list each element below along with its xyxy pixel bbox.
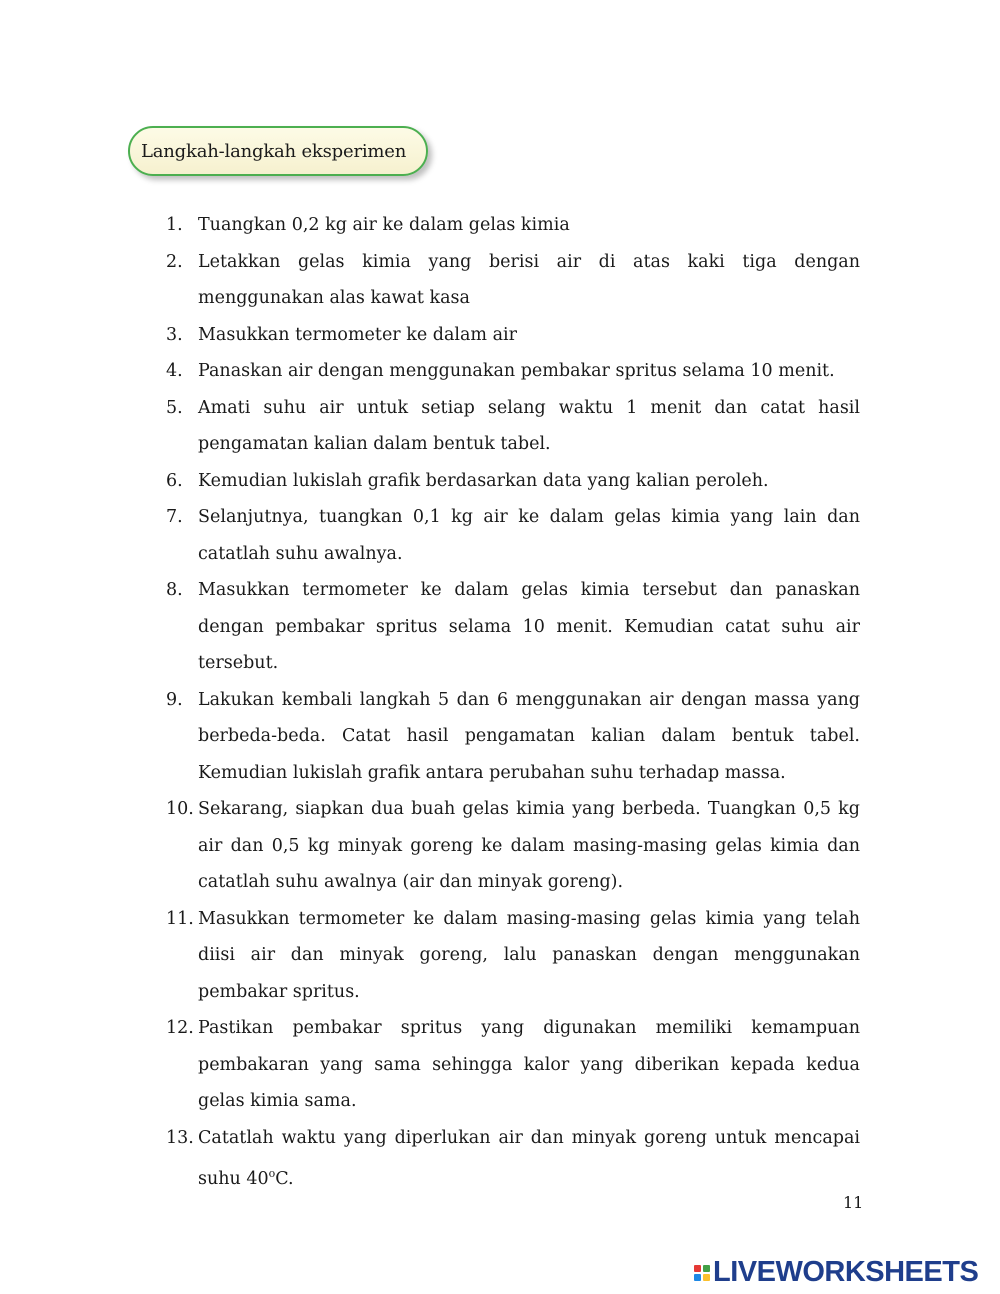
step-item	[166, 791, 860, 901]
step-text	[198, 791, 860, 901]
step-item	[166, 1120, 860, 1198]
step-text-main: Masukkan termometer ke dalam air	[198, 324, 517, 345]
step-text	[198, 1010, 860, 1120]
step-number: 13.	[166, 1127, 194, 1148]
page-number: 11	[843, 1193, 864, 1212]
step-text	[198, 317, 860, 354]
step-text-main: Masukkan termometer ke dalam gelas kimia tersebut dan panaskan dengan pembakar spritus selama 10 menit. Kemudian catat suhu air tersebut.	[198, 580, 860, 673]
step-text-main: Letakkan gelas kimia yang berisi air di atas kaki tiga dengan menggunakan alas kawat kasa	[198, 251, 860, 308]
brand-icon-square	[694, 1265, 701, 1272]
step-text-main: Catatlah waktu yang diperlukan air dan minyak goreng untuk mencapai suhu 40	[198, 1127, 860, 1189]
step-number: 3.	[166, 324, 183, 345]
step-item	[166, 207, 860, 244]
step-item	[166, 390, 860, 463]
brand-text: LIVEWORKSHEETS	[713, 1256, 979, 1288]
step-number: 9.	[166, 689, 183, 710]
step-text-main: Selanjutnya, tuangkan 0,1 kg air ke dalam gelas kimia yang lain dan catatlah suhu awalnya.	[198, 507, 860, 564]
degree-superscript: o	[268, 1167, 276, 1180]
step-text-main: Lakukan kembali langkah 5 dan 6 menggunakan air dengan massa yang berbeda-beda. Catat hasil pengamatan kalian dalam bentuk tabel. Kemudian lukislah grafik antara perubahan suhu terhadap massa.	[198, 689, 860, 783]
section-title: Langkah-langkah eksperimen	[141, 140, 407, 162]
step-text-main: Panaskan air dengan menggunakan pembakar spritus selama 10 menit.	[198, 361, 835, 381]
step-text	[198, 390, 860, 463]
step-text	[198, 244, 860, 317]
section-heading-pill	[128, 126, 428, 176]
step-number: 4.	[166, 361, 183, 381]
brand-icon-square	[694, 1274, 701, 1281]
step-number: 2.	[166, 251, 183, 272]
steps-list	[166, 207, 860, 1197]
step-number: 12.	[166, 1018, 194, 1038]
step-text	[198, 463, 860, 500]
brand-icon-square	[703, 1265, 710, 1272]
step-number: 10.	[166, 799, 194, 819]
step-item	[166, 463, 860, 500]
step-item	[166, 901, 860, 1011]
step-number: 6.	[166, 470, 183, 491]
step-item	[166, 317, 860, 354]
step-text	[198, 207, 860, 244]
brand-icon-square	[703, 1274, 710, 1281]
step-text	[198, 901, 860, 1011]
step-text	[198, 572, 860, 682]
step-text-main: Kemudian lukislah grafik berdasarkan data yang kalian peroleh.	[198, 470, 769, 491]
liveworksheets-logo	[694, 1256, 978, 1289]
step-item	[166, 682, 860, 792]
step-text	[198, 353, 860, 390]
step-text-main: Amati suhu air untuk setiap selang waktu 1 menit dan catat hasil pengamatan kalian dalam bentuk tabel.	[198, 397, 860, 454]
liveworksheets-icon	[694, 1265, 710, 1281]
step-number: 1.	[166, 215, 183, 235]
step-text-main: Pastikan pembakar spritus yang digunakan memiliki kemampuan pembakaran yang sama sehingga kalor yang diberikan kepada kedua gelas kimia sama.	[198, 1018, 860, 1111]
step-text-main: Sekarang, siapkan dua buah gelas kimia yang berbeda. Tuangkan 0,5 kg air dan 0,5 kg minyak goreng ke dalam masing-masing gelas kimia dan catatlah suhu awalnya (air dan minyak goreng).	[198, 799, 860, 892]
step-text	[198, 682, 860, 792]
step-item	[166, 353, 860, 390]
step-item	[166, 572, 860, 682]
step-item	[166, 499, 860, 572]
step-number: 5.	[166, 397, 183, 418]
step-number: 11.	[166, 908, 194, 929]
step-text-main: Tuangkan 0,2 kg air ke dalam gelas kimia	[198, 215, 570, 235]
step-text	[198, 499, 860, 572]
step-number: 7.	[166, 507, 183, 527]
step-text	[198, 1120, 860, 1198]
step-item	[166, 1010, 860, 1120]
step-text-suffix: C.	[275, 1168, 294, 1189]
step-item	[166, 244, 860, 317]
step-number: 8.	[166, 580, 183, 600]
step-text-main: Masukkan termometer ke dalam masing-masing gelas kimia yang telah diisi air dan minyak goreng, lalu panaskan dengan menggunakan pembakar spritus.	[198, 908, 860, 1002]
